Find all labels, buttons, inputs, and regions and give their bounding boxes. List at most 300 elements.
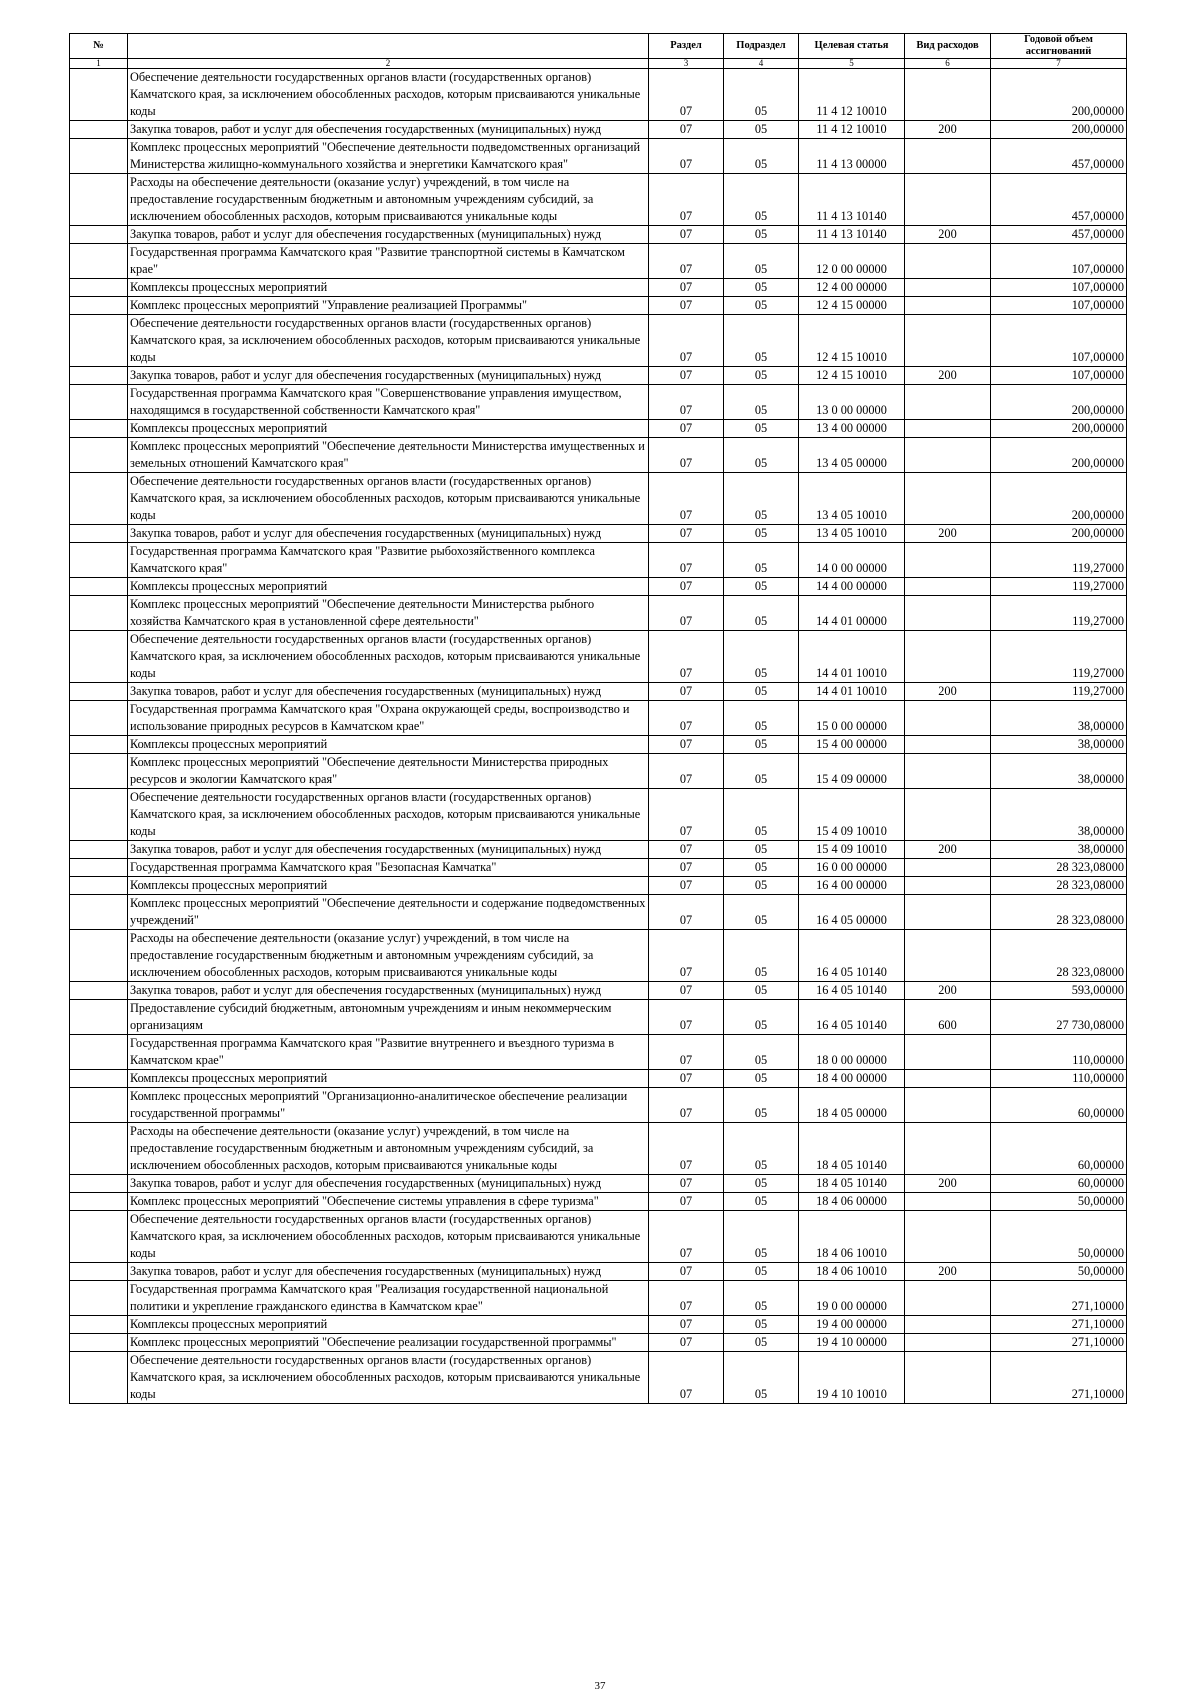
row-podrazdel-cell: 05 bbox=[724, 244, 799, 279]
row-amount-cell: 60,00000 bbox=[991, 1088, 1127, 1123]
header-annual-amount: Годовой объем ассигнований bbox=[991, 34, 1127, 59]
row-amount-cell: 60,00000 bbox=[991, 1175, 1127, 1193]
table-row bbox=[70, 859, 1127, 877]
row-number-cell bbox=[70, 982, 128, 1000]
row-article-cell: 12 4 15 10010 bbox=[799, 367, 905, 385]
column-number: 1 bbox=[70, 59, 128, 69]
table-row bbox=[70, 1316, 1127, 1334]
row-expense-type-cell bbox=[905, 578, 991, 596]
row-razdel-cell: 07 bbox=[649, 1352, 724, 1404]
row-expense-type-cell bbox=[905, 1193, 991, 1211]
row-number-cell bbox=[70, 1334, 128, 1352]
row-name-cell: Предоставление субсидий бюджетным, автономным учреждениям и иным некоммерческим организациям bbox=[128, 1000, 649, 1035]
row-name-cell: Комплекс процессных мероприятий "Обеспечение деятельности Министерства рыбного хозяйства Камчатского края в установленной сфере деятельности" bbox=[128, 596, 649, 631]
row-amount-cell: 271,10000 bbox=[991, 1352, 1127, 1404]
header-razdel: Раздел bbox=[649, 34, 724, 59]
row-number-cell bbox=[70, 69, 128, 121]
row-razdel-cell: 07 bbox=[649, 297, 724, 315]
table-row bbox=[70, 367, 1127, 385]
row-amount-cell: 60,00000 bbox=[991, 1123, 1127, 1175]
row-number-cell bbox=[70, 438, 128, 473]
column-number: 4 bbox=[724, 59, 799, 69]
row-razdel-cell: 07 bbox=[649, 841, 724, 859]
row-razdel-cell: 07 bbox=[649, 385, 724, 420]
row-expense-type-cell bbox=[905, 174, 991, 226]
row-amount-cell: 107,00000 bbox=[991, 297, 1127, 315]
table-row bbox=[70, 789, 1127, 841]
row-podrazdel-cell: 05 bbox=[724, 174, 799, 226]
row-name-cell: Обеспечение деятельности государственных органов власти (государственных органов) Камчатского края, за исключением обособленных расходов, которым присваиваются уникальные коды bbox=[128, 473, 649, 525]
row-name-cell: Государственная программа Камчатского края "Развитие внутреннего и въездного туризма в Камчатском крае" bbox=[128, 1035, 649, 1070]
row-expense-type-cell bbox=[905, 139, 991, 174]
row-podrazdel-cell: 05 bbox=[724, 543, 799, 578]
row-article-cell: 14 0 00 00000 bbox=[799, 543, 905, 578]
header-row bbox=[70, 34, 1127, 59]
row-amount-cell: 38,00000 bbox=[991, 754, 1127, 789]
table-row bbox=[70, 279, 1127, 297]
row-name-cell: Комплекс процессных мероприятий "Обеспечение деятельности Министерства имущественных и земельных отношений Камчатского края" bbox=[128, 438, 649, 473]
row-expense-type-cell: 200 bbox=[905, 525, 991, 543]
row-razdel-cell: 07 bbox=[649, 895, 724, 930]
row-amount-cell: 107,00000 bbox=[991, 244, 1127, 279]
row-razdel-cell: 07 bbox=[649, 226, 724, 244]
table-row bbox=[70, 754, 1127, 789]
row-podrazdel-cell: 05 bbox=[724, 930, 799, 982]
row-name-cell: Обеспечение деятельности государственных органов власти (государственных органов) Камчатского края, за исключением обособленных расходов, которым присваиваются уникальные коды bbox=[128, 1211, 649, 1263]
row-podrazdel-cell: 05 bbox=[724, 297, 799, 315]
table-row bbox=[70, 895, 1127, 930]
header-name bbox=[128, 34, 649, 59]
row-amount-cell: 271,10000 bbox=[991, 1316, 1127, 1334]
table-header bbox=[70, 34, 1127, 69]
table-row bbox=[70, 121, 1127, 139]
row-article-cell: 11 4 12 10010 bbox=[799, 121, 905, 139]
row-amount-cell: 110,00000 bbox=[991, 1035, 1127, 1070]
row-article-cell: 13 4 05 10010 bbox=[799, 525, 905, 543]
row-razdel-cell: 07 bbox=[649, 69, 724, 121]
table-row bbox=[70, 1281, 1127, 1316]
row-podrazdel-cell: 05 bbox=[724, 1070, 799, 1088]
row-name-cell: Обеспечение деятельности государственных органов власти (государственных органов) Камчатского края, за исключением обособленных расходов, которым присваиваются уникальные коды bbox=[128, 69, 649, 121]
row-amount-cell: 28 323,08000 bbox=[991, 877, 1127, 895]
row-name-cell: Комплекс процессных мероприятий "Обеспечение деятельности и содержание подведомственных учреждений" bbox=[128, 895, 649, 930]
row-number-cell bbox=[70, 174, 128, 226]
row-name-cell: Закупка товаров, работ и услуг для обеспечения государственных (муниципальных) нужд bbox=[128, 1263, 649, 1281]
table-row bbox=[70, 139, 1127, 174]
row-name-cell: Комплекс процессных мероприятий "Обеспечение деятельности подведомственных организаций Министерства жилищно-коммунального хозяйства и энергетики Камчатского края" bbox=[128, 139, 649, 174]
row-amount-cell: 28 323,08000 bbox=[991, 895, 1127, 930]
row-amount-cell: 38,00000 bbox=[991, 701, 1127, 736]
row-name-cell: Расходы на обеспечение деятельности (оказание услуг) учреждений, в том числе на предоставление государственным бюджетным и автономным учреждениям субсидий, за исключением обособленных расходов, которым присваиваются уникальные коды bbox=[128, 1123, 649, 1175]
row-number-cell bbox=[70, 1035, 128, 1070]
row-expense-type-cell bbox=[905, 244, 991, 279]
row-podrazdel-cell: 05 bbox=[724, 736, 799, 754]
table-row bbox=[70, 297, 1127, 315]
row-amount-cell: 271,10000 bbox=[991, 1334, 1127, 1352]
row-podrazdel-cell: 05 bbox=[724, 1035, 799, 1070]
table-row bbox=[70, 420, 1127, 438]
row-name-cell: Расходы на обеспечение деятельности (оказание услуг) учреждений, в том числе на предоставление государственным бюджетным и автономным учреждениям субсидий, за исключением обособленных расходов, которым присваиваются уникальные коды bbox=[128, 930, 649, 982]
row-article-cell: 19 0 00 00000 bbox=[799, 1281, 905, 1316]
row-amount-cell: 27 730,08000 bbox=[991, 1000, 1127, 1035]
row-name-cell: Государственная программа Камчатского края "Реализация государственной национальной политики и укрепление гражданского единства в Камчатском крае" bbox=[128, 1281, 649, 1316]
row-amount-cell: 200,00000 bbox=[991, 385, 1127, 420]
row-article-cell: 18 4 06 10010 bbox=[799, 1263, 905, 1281]
table-row bbox=[70, 1211, 1127, 1263]
row-expense-type-cell bbox=[905, 1316, 991, 1334]
table-row bbox=[70, 1263, 1127, 1281]
row-razdel-cell: 07 bbox=[649, 438, 724, 473]
table-row bbox=[70, 1334, 1127, 1352]
row-number-cell bbox=[70, 789, 128, 841]
row-expense-type-cell bbox=[905, 1352, 991, 1404]
row-article-cell: 18 4 06 10010 bbox=[799, 1211, 905, 1263]
row-razdel-cell: 07 bbox=[649, 631, 724, 683]
row-number-cell bbox=[70, 895, 128, 930]
row-article-cell: 16 4 05 10140 bbox=[799, 930, 905, 982]
row-article-cell: 16 0 00 00000 bbox=[799, 859, 905, 877]
row-number-cell bbox=[70, 841, 128, 859]
row-number-cell bbox=[70, 1281, 128, 1316]
row-article-cell: 18 4 05 00000 bbox=[799, 1088, 905, 1123]
row-razdel-cell: 07 bbox=[649, 1316, 724, 1334]
row-number-cell bbox=[70, 1088, 128, 1123]
row-name-cell: Обеспечение деятельности государственных органов власти (государственных органов) Камчатского края, за исключением обособленных расходов, которым присваиваются уникальные коды bbox=[128, 315, 649, 367]
row-article-cell: 18 4 05 10140 bbox=[799, 1175, 905, 1193]
table-row bbox=[70, 631, 1127, 683]
row-number-cell bbox=[70, 596, 128, 631]
row-number-cell bbox=[70, 877, 128, 895]
row-podrazdel-cell: 05 bbox=[724, 1211, 799, 1263]
row-article-cell: 11 4 12 10010 bbox=[799, 69, 905, 121]
row-expense-type-cell bbox=[905, 596, 991, 631]
row-amount-cell: 200,00000 bbox=[991, 69, 1127, 121]
row-article-cell: 19 4 00 00000 bbox=[799, 1316, 905, 1334]
table-row bbox=[70, 930, 1127, 982]
row-amount-cell: 457,00000 bbox=[991, 174, 1127, 226]
row-podrazdel-cell: 05 bbox=[724, 701, 799, 736]
column-number: 7 bbox=[991, 59, 1127, 69]
row-podrazdel-cell: 05 bbox=[724, 1000, 799, 1035]
table-row bbox=[70, 683, 1127, 701]
table-row bbox=[70, 315, 1127, 367]
row-name-cell: Комплексы процессных мероприятий bbox=[128, 736, 649, 754]
row-expense-type-cell bbox=[905, 1334, 991, 1352]
row-razdel-cell: 07 bbox=[649, 683, 724, 701]
row-podrazdel-cell: 05 bbox=[724, 473, 799, 525]
header-number: № bbox=[70, 34, 128, 59]
column-number: 6 bbox=[905, 59, 991, 69]
row-expense-type-cell bbox=[905, 736, 991, 754]
row-expense-type-cell: 200 bbox=[905, 367, 991, 385]
row-number-cell bbox=[70, 420, 128, 438]
row-number-cell bbox=[70, 754, 128, 789]
row-number-cell bbox=[70, 543, 128, 578]
row-article-cell: 19 4 10 10010 bbox=[799, 1352, 905, 1404]
row-podrazdel-cell: 05 bbox=[724, 121, 799, 139]
row-expense-type-cell bbox=[905, 701, 991, 736]
row-number-cell bbox=[70, 367, 128, 385]
table-row bbox=[70, 543, 1127, 578]
row-podrazdel-cell: 05 bbox=[724, 877, 799, 895]
row-razdel-cell: 07 bbox=[649, 859, 724, 877]
table-body bbox=[70, 69, 1127, 1404]
row-amount-cell: 119,27000 bbox=[991, 543, 1127, 578]
row-number-cell bbox=[70, 279, 128, 297]
row-amount-cell: 119,27000 bbox=[991, 683, 1127, 701]
row-article-cell: 14 4 01 00000 bbox=[799, 596, 905, 631]
row-razdel-cell: 07 bbox=[649, 982, 724, 1000]
row-amount-cell: 107,00000 bbox=[991, 367, 1127, 385]
row-name-cell: Обеспечение деятельности государственных органов власти (государственных органов) Камчатского края, за исключением обособленных расходов, которым присваиваются уникальные коды bbox=[128, 789, 649, 841]
row-razdel-cell: 07 bbox=[649, 701, 724, 736]
row-expense-type-cell: 200 bbox=[905, 1175, 991, 1193]
row-razdel-cell: 07 bbox=[649, 596, 724, 631]
table-row bbox=[70, 438, 1127, 473]
row-name-cell: Комплексы процессных мероприятий bbox=[128, 578, 649, 596]
row-expense-type-cell bbox=[905, 543, 991, 578]
row-expense-type-cell bbox=[905, 1123, 991, 1175]
row-amount-cell: 119,27000 bbox=[991, 596, 1127, 631]
row-expense-type-cell bbox=[905, 315, 991, 367]
row-amount-cell: 107,00000 bbox=[991, 315, 1127, 367]
column-number: 5 bbox=[799, 59, 905, 69]
row-podrazdel-cell: 05 bbox=[724, 1334, 799, 1352]
table-row bbox=[70, 578, 1127, 596]
row-article-cell: 13 0 00 00000 bbox=[799, 385, 905, 420]
row-expense-type-cell bbox=[905, 297, 991, 315]
table-row bbox=[70, 1352, 1127, 1404]
row-podrazdel-cell: 05 bbox=[724, 420, 799, 438]
row-razdel-cell: 07 bbox=[649, 1211, 724, 1263]
row-razdel-cell: 07 bbox=[649, 420, 724, 438]
row-amount-cell: 200,00000 bbox=[991, 525, 1127, 543]
row-amount-cell: 200,00000 bbox=[991, 121, 1127, 139]
row-article-cell: 14 4 01 10010 bbox=[799, 683, 905, 701]
row-amount-cell: 457,00000 bbox=[991, 226, 1127, 244]
row-expense-type-cell bbox=[905, 1281, 991, 1316]
row-expense-type-cell: 200 bbox=[905, 683, 991, 701]
row-amount-cell: 38,00000 bbox=[991, 841, 1127, 859]
row-amount-cell: 107,00000 bbox=[991, 279, 1127, 297]
table-row bbox=[70, 596, 1127, 631]
row-number-cell bbox=[70, 1352, 128, 1404]
row-article-cell: 13 4 05 00000 bbox=[799, 438, 905, 473]
row-podrazdel-cell: 05 bbox=[724, 789, 799, 841]
page-number: 37 bbox=[594, 1680, 606, 1692]
row-expense-type-cell: 200 bbox=[905, 1263, 991, 1281]
row-podrazdel-cell: 05 bbox=[724, 367, 799, 385]
row-article-cell: 15 4 09 10010 bbox=[799, 841, 905, 859]
row-podrazdel-cell: 05 bbox=[724, 226, 799, 244]
row-name-cell: Закупка товаров, работ и услуг для обеспечения государственных (муниципальных) нужд bbox=[128, 525, 649, 543]
row-expense-type-cell bbox=[905, 930, 991, 982]
row-podrazdel-cell: 05 bbox=[724, 385, 799, 420]
table-row bbox=[70, 1193, 1127, 1211]
table-row bbox=[70, 736, 1127, 754]
row-number-cell bbox=[70, 121, 128, 139]
row-name-cell: Государственная программа Камчатского края "Безопасная Камчатка" bbox=[128, 859, 649, 877]
table-row bbox=[70, 385, 1127, 420]
table-row bbox=[70, 841, 1127, 859]
row-expense-type-cell bbox=[905, 859, 991, 877]
row-razdel-cell: 07 bbox=[649, 543, 724, 578]
table-row bbox=[70, 1088, 1127, 1123]
row-razdel-cell: 07 bbox=[649, 1263, 724, 1281]
row-razdel-cell: 07 bbox=[649, 1070, 724, 1088]
row-article-cell: 16 4 05 10140 bbox=[799, 1000, 905, 1035]
row-number-cell bbox=[70, 473, 128, 525]
row-name-cell: Комплексы процессных мероприятий bbox=[128, 877, 649, 895]
row-razdel-cell: 07 bbox=[649, 367, 724, 385]
row-razdel-cell: 07 bbox=[649, 930, 724, 982]
table-row bbox=[70, 473, 1127, 525]
row-article-cell: 12 4 00 00000 bbox=[799, 279, 905, 297]
row-razdel-cell: 07 bbox=[649, 1123, 724, 1175]
row-razdel-cell: 07 bbox=[649, 736, 724, 754]
row-podrazdel-cell: 05 bbox=[724, 69, 799, 121]
row-number-cell bbox=[70, 736, 128, 754]
row-razdel-cell: 07 bbox=[649, 1175, 724, 1193]
row-amount-cell: 200,00000 bbox=[991, 473, 1127, 525]
row-number-cell bbox=[70, 525, 128, 543]
row-podrazdel-cell: 05 bbox=[724, 279, 799, 297]
row-name-cell: Комплексы процессных мероприятий bbox=[128, 420, 649, 438]
row-podrazdel-cell: 05 bbox=[724, 438, 799, 473]
row-expense-type-cell: 600 bbox=[905, 1000, 991, 1035]
row-amount-cell: 50,00000 bbox=[991, 1211, 1127, 1263]
row-number-cell bbox=[70, 631, 128, 683]
row-razdel-cell: 07 bbox=[649, 877, 724, 895]
row-podrazdel-cell: 05 bbox=[724, 683, 799, 701]
row-article-cell: 11 4 13 10140 bbox=[799, 226, 905, 244]
table-row bbox=[70, 226, 1127, 244]
row-name-cell: Комплексы процессных мероприятий bbox=[128, 1070, 649, 1088]
row-razdel-cell: 07 bbox=[649, 121, 724, 139]
row-article-cell: 15 0 00 00000 bbox=[799, 701, 905, 736]
row-name-cell: Обеспечение деятельности государственных органов власти (государственных органов) Камчатского края, за исключением обособленных расходов, которым присваиваются уникальные коды bbox=[128, 631, 649, 683]
row-number-cell bbox=[70, 1316, 128, 1334]
row-podrazdel-cell: 05 bbox=[724, 982, 799, 1000]
row-expense-type-cell bbox=[905, 789, 991, 841]
row-podrazdel-cell: 05 bbox=[724, 139, 799, 174]
row-name-cell: Комплексы процессных мероприятий bbox=[128, 279, 649, 297]
row-expense-type-cell bbox=[905, 877, 991, 895]
column-number-row bbox=[70, 59, 1127, 69]
row-number-cell bbox=[70, 1263, 128, 1281]
row-number-cell bbox=[70, 1123, 128, 1175]
row-amount-cell: 457,00000 bbox=[991, 139, 1127, 174]
row-name-cell: Закупка товаров, работ и услуг для обеспечения государственных (муниципальных) нужд bbox=[128, 683, 649, 701]
row-name-cell: Закупка товаров, работ и услуг для обеспечения государственных (муниципальных) нужд bbox=[128, 982, 649, 1000]
row-article-cell: 18 0 00 00000 bbox=[799, 1035, 905, 1070]
row-article-cell: 18 4 00 00000 bbox=[799, 1070, 905, 1088]
row-expense-type-cell bbox=[905, 895, 991, 930]
row-razdel-cell: 07 bbox=[649, 525, 724, 543]
row-name-cell: Закупка товаров, работ и услуг для обеспечения государственных (муниципальных) нужд bbox=[128, 841, 649, 859]
row-article-cell: 11 4 13 00000 bbox=[799, 139, 905, 174]
row-razdel-cell: 07 bbox=[649, 578, 724, 596]
row-razdel-cell: 07 bbox=[649, 1000, 724, 1035]
row-number-cell bbox=[70, 1193, 128, 1211]
row-podrazdel-cell: 05 bbox=[724, 1263, 799, 1281]
row-name-cell: Закупка товаров, работ и услуг для обеспечения государственных (муниципальных) нужд bbox=[128, 367, 649, 385]
row-name-cell: Комплекс процессных мероприятий "Обеспечение деятельности Министерства природных ресурсов и экологии Камчатского края" bbox=[128, 754, 649, 789]
column-number: 3 bbox=[649, 59, 724, 69]
row-article-cell: 19 4 10 00000 bbox=[799, 1334, 905, 1352]
row-article-cell: 15 4 00 00000 bbox=[799, 736, 905, 754]
row-razdel-cell: 07 bbox=[649, 754, 724, 789]
row-name-cell: Государственная программа Камчатского края "Развитие транспортной системы в Камчатском крае" bbox=[128, 244, 649, 279]
row-name-cell: Комплекс процессных мероприятий "Обеспечение системы управления в сфере туризма" bbox=[128, 1193, 649, 1211]
row-expense-type-cell bbox=[905, 69, 991, 121]
row-article-cell: 13 4 00 00000 bbox=[799, 420, 905, 438]
table-row bbox=[70, 1175, 1127, 1193]
row-razdel-cell: 07 bbox=[649, 1334, 724, 1352]
row-amount-cell: 110,00000 bbox=[991, 1070, 1127, 1088]
row-podrazdel-cell: 05 bbox=[724, 315, 799, 367]
row-podrazdel-cell: 05 bbox=[724, 525, 799, 543]
row-expense-type-cell bbox=[905, 1035, 991, 1070]
table-row bbox=[70, 1123, 1127, 1175]
row-name-cell: Комплекс процессных мероприятий "Управление реализацией Программы" bbox=[128, 297, 649, 315]
row-article-cell: 14 4 01 10010 bbox=[799, 631, 905, 683]
row-podrazdel-cell: 05 bbox=[724, 1088, 799, 1123]
row-name-cell: Обеспечение деятельности государственных органов власти (государственных органов) Камчатского края, за исключением обособленных расходов, которым присваиваются уникальные коды bbox=[128, 1352, 649, 1404]
row-podrazdel-cell: 05 bbox=[724, 596, 799, 631]
row-amount-cell: 593,00000 bbox=[991, 982, 1127, 1000]
row-amount-cell: 119,27000 bbox=[991, 578, 1127, 596]
row-article-cell: 18 4 05 10140 bbox=[799, 1123, 905, 1175]
table-row bbox=[70, 174, 1127, 226]
row-number-cell bbox=[70, 1211, 128, 1263]
row-number-cell bbox=[70, 859, 128, 877]
row-razdel-cell: 07 bbox=[649, 473, 724, 525]
table-row bbox=[70, 69, 1127, 121]
row-article-cell: 15 4 09 10010 bbox=[799, 789, 905, 841]
header-podrazdel: Подраздел bbox=[724, 34, 799, 59]
row-podrazdel-cell: 05 bbox=[724, 1123, 799, 1175]
row-amount-cell: 28 323,08000 bbox=[991, 930, 1127, 982]
row-name-cell: Государственная программа Камчатского края "Охрана окружающей среды, воспроизводство и использование природных ресурсов в Камчатском крае" bbox=[128, 701, 649, 736]
row-razdel-cell: 07 bbox=[649, 1088, 724, 1123]
row-expense-type-cell bbox=[905, 1088, 991, 1123]
header-target-article: Целевая статья bbox=[799, 34, 905, 59]
table-row bbox=[70, 1035, 1127, 1070]
row-article-cell: 12 0 00 00000 bbox=[799, 244, 905, 279]
row-amount-cell: 271,10000 bbox=[991, 1281, 1127, 1316]
row-podrazdel-cell: 05 bbox=[724, 1175, 799, 1193]
row-amount-cell: 50,00000 bbox=[991, 1193, 1127, 1211]
row-article-cell: 11 4 13 10140 bbox=[799, 174, 905, 226]
row-podrazdel-cell: 05 bbox=[724, 1316, 799, 1334]
row-name-cell: Государственная программа Камчатского края "Развитие рыбохозяйственного комплекса Камчатского края" bbox=[128, 543, 649, 578]
row-name-cell: Государственная программа Камчатского края "Совершенствование управления имуществом, находящимся в государственной собственности Камчатского края" bbox=[128, 385, 649, 420]
row-expense-type-cell: 200 bbox=[905, 982, 991, 1000]
row-article-cell: 14 4 00 00000 bbox=[799, 578, 905, 596]
row-podrazdel-cell: 05 bbox=[724, 1352, 799, 1404]
row-name-cell: Комплекс процессных мероприятий "Обеспечение реализации государственной программы" bbox=[128, 1334, 649, 1352]
row-number-cell bbox=[70, 1070, 128, 1088]
row-razdel-cell: 07 bbox=[649, 789, 724, 841]
row-razdel-cell: 07 bbox=[649, 139, 724, 174]
row-razdel-cell: 07 bbox=[649, 244, 724, 279]
row-number-cell bbox=[70, 701, 128, 736]
row-number-cell bbox=[70, 683, 128, 701]
row-expense-type-cell bbox=[905, 754, 991, 789]
table-row bbox=[70, 701, 1127, 736]
row-razdel-cell: 07 bbox=[649, 1035, 724, 1070]
